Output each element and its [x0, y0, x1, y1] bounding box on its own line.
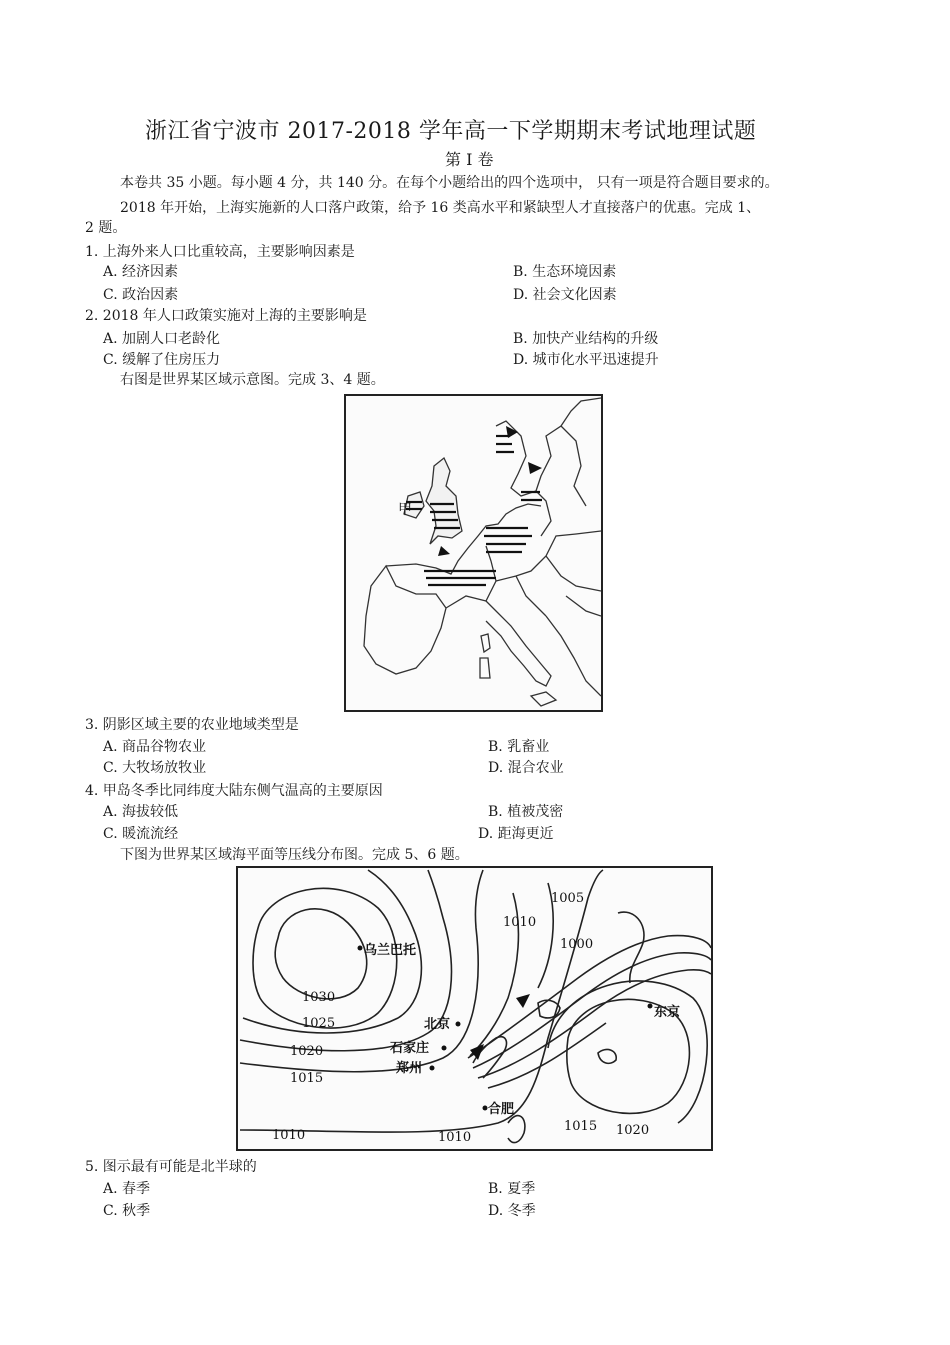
isobar-label: 1000 [560, 937, 594, 952]
option-c: C. 秋季 [103, 1203, 151, 1219]
passage-text: 下图为世界某区域海平面等压线分布图。完成 5、6 题。 [120, 847, 469, 863]
question-stem: 1. 上海外来人口比重较高，主要影响因素是 [85, 244, 355, 260]
europe-map [344, 394, 603, 712]
option-d: D. 距海更近 [478, 826, 554, 842]
option-d: D. 社会文化因素 [513, 287, 617, 303]
city-label-shijiazhuang: 石家庄 [390, 1041, 430, 1056]
question-stem: 5. 图示最有可能是北半球的 [85, 1159, 257, 1175]
passage-text: 2018 年开始，上海实施新的人口落户政策，给予 16 类高水平和紧缺型人才直接落户的优惠。完成 1、 [120, 200, 761, 216]
option-b: B. 加快产业结构的升级 [513, 331, 659, 347]
option-b: B. 植被茂密 [488, 804, 564, 820]
question-stem: 4. 甲岛冬季比同纬度大陆东侧气温高的主要原因 [85, 783, 383, 799]
europe-map-drawing [346, 396, 601, 710]
option-a: A. 春季 [103, 1181, 151, 1197]
city-label-ulaanbaatar: 乌兰巴托 [364, 943, 417, 958]
option-c: C. 缓解了住房压力 [103, 352, 221, 368]
isobar-label: 1010 [438, 1130, 472, 1145]
option-d: D. 城市化水平迅速提升 [513, 352, 659, 368]
isobar-label: 1005 [551, 891, 585, 906]
option-d: D. 混合农业 [488, 760, 564, 776]
exam-instructions: 本卷共 35 小题。每小题 4 分，共 140 分。在每个小题给出的四个选项中， 只有一项是符合题目要求的。 [120, 175, 779, 191]
city-label-zhengzhou: 郑州 [396, 1061, 423, 1076]
option-a: A. 经济因素 [103, 264, 179, 280]
option-a: A. 海拔较低 [103, 804, 179, 820]
isobar-label: 1025 [302, 1016, 336, 1031]
isobar-label: 1015 [290, 1071, 324, 1086]
option-c: C. 政治因素 [103, 287, 179, 303]
passage-text: 右图是世界某区域示意图。完成 3、4 题。 [120, 372, 385, 388]
city-label-hefei: 合肥 [488, 1102, 515, 1117]
option-a: A. 商品谷物农业 [103, 739, 207, 755]
isobar-label: 1020 [616, 1123, 650, 1138]
option-b: B. 生态环境因素 [513, 264, 617, 280]
isobar-map-drawing [238, 868, 711, 1149]
isobar-label: 1020 [290, 1044, 324, 1059]
page-title: 浙江省宁波市 2017-2018 学年高一下学期期末考试地理试题 [145, 119, 757, 144]
option-d: D. 冬季 [488, 1203, 536, 1219]
section-heading: 第 I 卷 [445, 150, 494, 169]
island-label-jia: 甲 [398, 502, 412, 518]
question-stem: 3. 阴影区域主要的农业地域类型是 [85, 717, 299, 733]
option-b: B. 夏季 [488, 1181, 536, 1197]
isobar-label: 1015 [564, 1119, 598, 1134]
question-stem: 2. 2018 年人口政策实施对上海的主要影响是 [85, 308, 367, 324]
option-c: C. 暖流流经 [103, 826, 179, 842]
isobar-label: 1010 [503, 915, 537, 930]
option-c: C. 大牧场放牧业 [103, 760, 207, 776]
option-b: B. 乳畜业 [488, 739, 550, 755]
passage-text: 2 题。 [85, 220, 127, 236]
city-label-beijing: 北京 [424, 1017, 451, 1032]
isobar-label: 1010 [272, 1128, 306, 1143]
isobar-map [236, 866, 713, 1151]
city-label-tokyo: 东京 [654, 1005, 681, 1020]
option-a: A. 加剧人口老龄化 [103, 331, 221, 347]
isobar-label: 1030 [302, 990, 336, 1005]
